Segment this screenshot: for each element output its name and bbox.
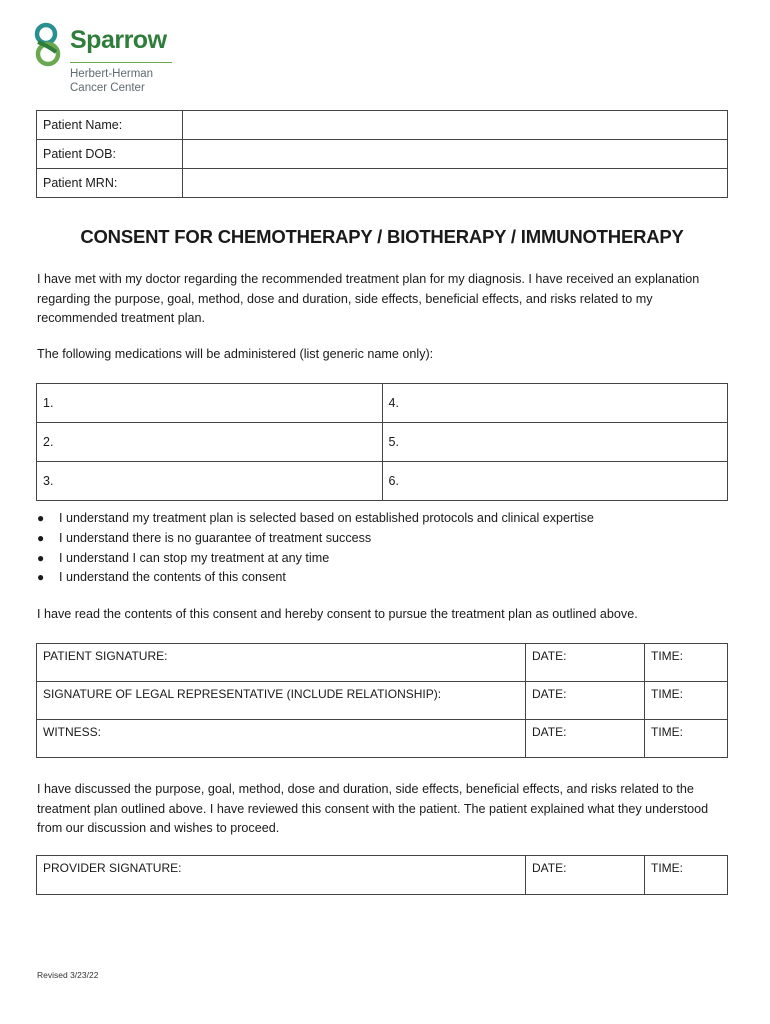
intro-paragraph: I have met with my doctor regarding the recommended treatment plan for my diagnosis. I have received an explanation regarding the purpose, goal, method, dose and duration, side effects, beneficial effects, and risks related to my recommended treatment plan.	[37, 272, 700, 325]
patient-time-field[interactable]: TIME:	[645, 644, 728, 682]
patient-dob-row	[37, 140, 728, 169]
patient-dob-label: Patient DOB:	[37, 140, 183, 169]
witness-date-field[interactable]: DATE:	[526, 720, 645, 758]
sparrow-mark-icon	[34, 22, 66, 70]
provider-date-field[interactable]: DATE:	[526, 856, 645, 895]
medication-field-5[interactable]: 5.	[382, 423, 728, 462]
medication-field-2[interactable]: 2.	[37, 423, 383, 462]
legal-rep-signature-field[interactable]: SIGNATURE OF LEGAL REPRESENTATIVE (INCLUDE RELATIONSHIP):	[37, 682, 526, 720]
provider-signature-row	[37, 856, 728, 895]
patient-date-field[interactable]: DATE:	[526, 644, 645, 682]
signatures-table	[36, 643, 728, 758]
medication-row	[37, 462, 728, 501]
patient-name-label: Patient Name:	[37, 111, 183, 140]
witness-signature-field[interactable]: WITNESS:	[37, 720, 526, 758]
medication-row	[37, 384, 728, 423]
consent-statement: I have read the contents of this consent and hereby consent to pursue the treatment plan as outlined above.	[37, 607, 638, 621]
bullet-icon: ●	[37, 530, 45, 545]
document-title: CONSENT FOR CHEMOTHERAPY / BIOTHERAPY / IMMUNOTHERAPY	[80, 226, 684, 247]
logo-brand: Sparrow	[70, 26, 167, 54]
patient-mrn-label: Patient MRN:	[37, 169, 183, 198]
bullet-icon: ●	[37, 570, 45, 585]
understanding-text: I understand the contents of this consent	[59, 570, 286, 585]
list-item	[37, 529, 729, 549]
patient-signature-field[interactable]: PATIENT SIGNATURE:	[37, 644, 526, 682]
patient-name-row	[37, 111, 728, 140]
provider-paragraph: I have discussed the purpose, goal, method, dose and duration, side effects, beneficial effects, and risks related to the treatment plan outlined above. I have reviewed this consent with the patient. The patient explained what they understood from our discussion and wishes to proceed.	[37, 782, 709, 835]
bullet-icon: ●	[37, 511, 45, 525]
revised-date: Revised 3/23/22	[37, 970, 99, 980]
legal-rep-signature-row	[37, 682, 728, 720]
patient-info-table	[36, 110, 728, 198]
logo-divider	[70, 62, 172, 63]
logo-subtitle-line1: Herbert-Herman	[70, 68, 154, 80]
medication-field-3[interactable]: 3.	[37, 462, 383, 501]
understanding-text: I understand there is no guarantee of treatment success	[59, 530, 372, 545]
understandings-list	[37, 509, 729, 588]
understanding-text: I understand my treatment plan is selected based on established protocols and clinical expertise	[59, 511, 594, 525]
legal-rep-date-field[interactable]: DATE:	[526, 682, 645, 720]
medications-table	[36, 383, 728, 501]
medication-row	[37, 423, 728, 462]
legal-rep-time-field[interactable]: TIME:	[645, 682, 728, 720]
bullet-icon: ●	[37, 550, 45, 565]
medication-field-4[interactable]: 4.	[382, 384, 728, 423]
provider-table	[36, 855, 728, 895]
provider-time-field[interactable]: TIME:	[645, 856, 728, 895]
list-item	[37, 549, 729, 569]
medications-prompt: The following medications will be administered (list generic name only):	[37, 347, 434, 361]
patient-dob-field[interactable]	[183, 140, 728, 169]
provider-signature-field[interactable]: PROVIDER SIGNATURE:	[37, 856, 526, 895]
patient-mrn-row	[37, 169, 728, 198]
medication-field-6[interactable]: 6.	[382, 462, 728, 501]
understanding-text: I understand I can stop my treatment at any time	[59, 550, 330, 565]
patient-name-field[interactable]	[183, 111, 728, 140]
witness-signature-row	[37, 720, 728, 758]
patient-signature-row	[37, 644, 728, 682]
patient-mrn-field[interactable]	[183, 169, 728, 198]
logo-subtitle-line2: Cancer Center	[70, 82, 145, 94]
list-item	[37, 509, 729, 529]
medication-field-1[interactable]: 1.	[37, 384, 383, 423]
sparrow-logo	[34, 20, 184, 96]
witness-time-field[interactable]: TIME:	[645, 720, 728, 758]
logo-subtitle	[70, 67, 153, 95]
list-item	[37, 568, 729, 588]
